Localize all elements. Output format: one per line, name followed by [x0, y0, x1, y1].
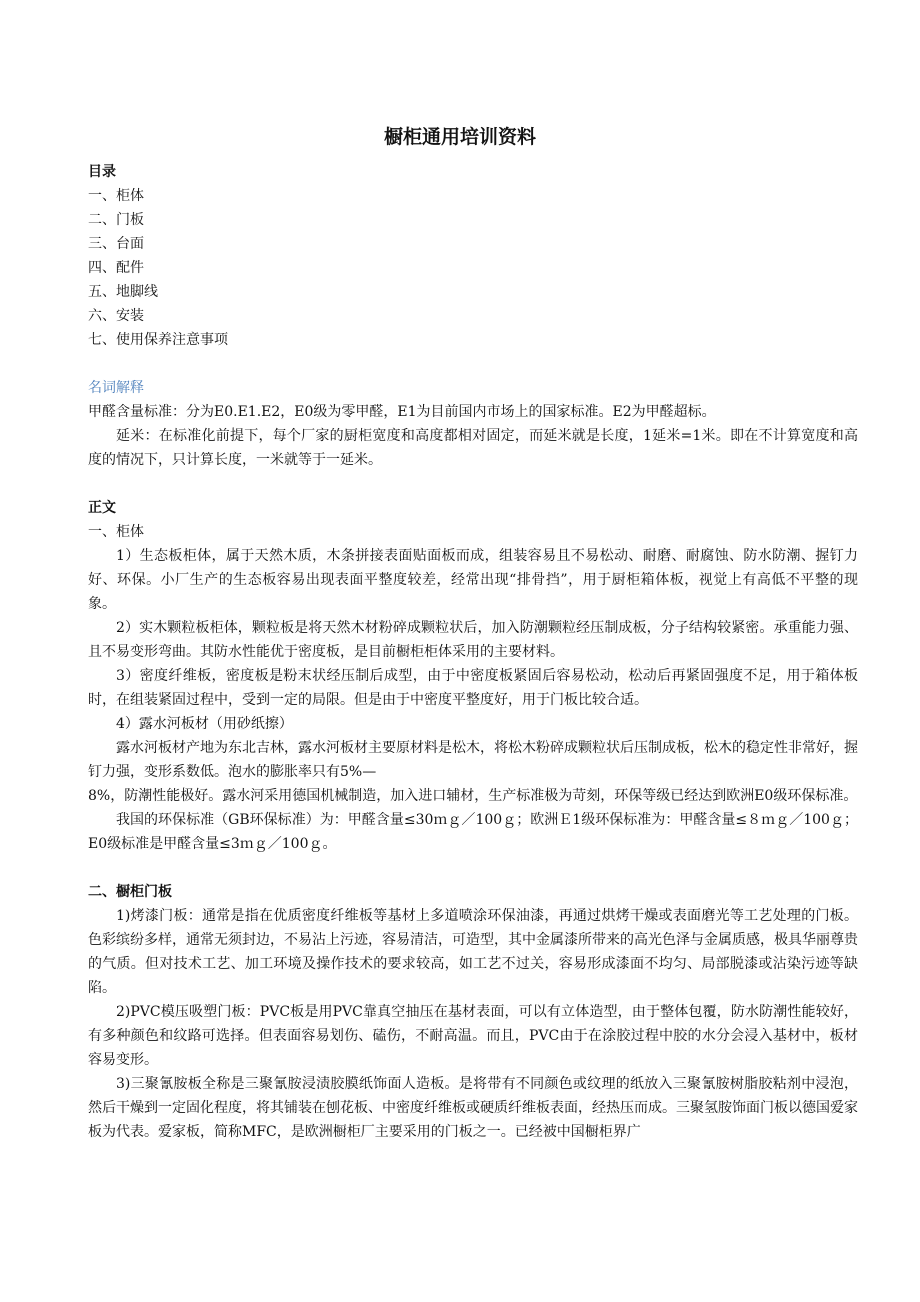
document-content: [88, 160, 858, 1144]
body-paragraph: 2)PVC模压吸塑门板：PVC板是用PVC靠真空抽压在基材表面，可以有立体造型，由于整体包覆，防水防潮性能较好，有多种颜色和纹路可选择。但表面容易划伤、磕伤，不耐高温。而且，PVC由于在涂胶过程中胶的水分会浸入基材中，板材容易变形。: [88, 1004, 858, 1068]
body-paragraph: 1)烤漆门板：通常是指在优质密度纤维板等基材上多道喷涂环保油漆，再通过烘烤干燥或表面磨光等工艺处理的门板。色彩缤纷多样，通常无须封边，不易沾上污迹，容易清洁，可造型，其中金属漆所带来的高光色泽与金属质感，极具华丽尊贵的气质。但对技术工艺、加工环境及操作技术的要求较高，如工艺不过关，容易形成漆面不均匀、局部脱漆或沾染污迹等缺陷。: [88, 908, 858, 996]
document-title: 橱柜通用培训资料: [383, 126, 536, 148]
body-paragraph: 8%，防潮性能极好。露水河采用德国机械制造，加入进口辅材，生产标准极为苛刻，环保等级已经达到欧洲E0级环保标准。: [88, 788, 858, 804]
toc-item: 二、门板: [88, 212, 144, 228]
body-paragraph: 4）露水河板材（用砂纸擦）: [116, 716, 293, 732]
toc-item: 五、地脚线: [88, 284, 158, 300]
body-paragraph: 3)三聚氰胺板全称是三聚氰胺浸渍胶膜纸饰面人造板。是将带有不同颜色或纹理的纸放入三聚氰胺树脂胶粘剂中浸泡，然后干燥到一定固化程度，将其铺装在刨花板、中密度纤维板或硬质纤维板表面，经热压而成。三聚氢胺饰面门板以德国爱家板为代表。爱家板，简称MFC，是欧洲橱柜厂主要采用的门板之一。已经被中国橱柜界广: [88, 1076, 858, 1140]
toc-item: 四、配件: [88, 260, 144, 276]
toc-item: 七、使用保养注意事项: [88, 332, 228, 348]
body-paragraph: 2）实木颗粒板柜体，颗粒板是将天然木材粉碎成颗粒状后，加入防潮颗粒经压制成板，分子结构较紧密。承重能力强、且不易变形弯曲。其防水性能优于密度板，是目前橱柜柜体采用的主要材料。: [88, 620, 858, 660]
toc-item: 一、柜体: [88, 188, 144, 204]
body-paragraph: 1）生态板柜体，属于天然木质，木条拼接表面贴面板而成，组装容易且不易松动、耐磨、耐腐蚀、防水防潮、握钉力好、环保。小厂生产的生态板容易出现表面平整度较差，经常出现“排骨挡”，用于厨柜箱体板，视觉上有高低不平整的现象。: [88, 548, 858, 612]
glossary-heading: 名词解释: [88, 380, 144, 396]
toc-heading: 目录: [88, 164, 116, 180]
glossary-paragraph: 甲醛含量标准：分为E0.E1.E2，E0级为零甲醛，E1为目前国内市场上的国家标准。E2为甲醛超标。: [88, 404, 716, 420]
toc-item: 三、台面: [88, 236, 144, 252]
body-paragraph: 露水河板材产地为东北吉林，露水河板材主要原材料是松木，将松木粉碎成颗粒状后压制成板，松木的稳定性非常好，握钉力强，变形系数低。泡水的膨胀率只有5%—: [88, 740, 858, 780]
body-paragraph: 我国的环保标准（GB环保标准）为：甲醛含量≤30ｍｇ／100ｇ；欧洲Ｅ1级环保标准为：甲醛含量≤８ｍｇ／100ｇ；E0级标准是甲醛含量≤3ｍｇ／100ｇ。: [88, 812, 858, 852]
section-title: 二、橱柜门板: [88, 884, 172, 900]
section-title: 一、柜体: [88, 524, 144, 540]
toc-item: 六、安装: [88, 308, 144, 324]
body-paragraph: 3）密度纤维板，密度板是粉末状经压制后成型，由于中密度板紧固后容易松动，松动后再紧固强度不足，用于箱体板时，在组装紧固过程中，受到一定的局限。但是由于中密度平整度好，用于门板比较合适。: [88, 668, 858, 708]
body-heading: 正文: [88, 500, 116, 516]
glossary-paragraph: 延米：在标准化前提下，每个厂家的厨柜宽度和高度都相对固定，而延米就是长度，1延米=1米。即在不计算宽度和高度的情况下，只计算长度，一米就等于一延米。: [88, 428, 858, 468]
